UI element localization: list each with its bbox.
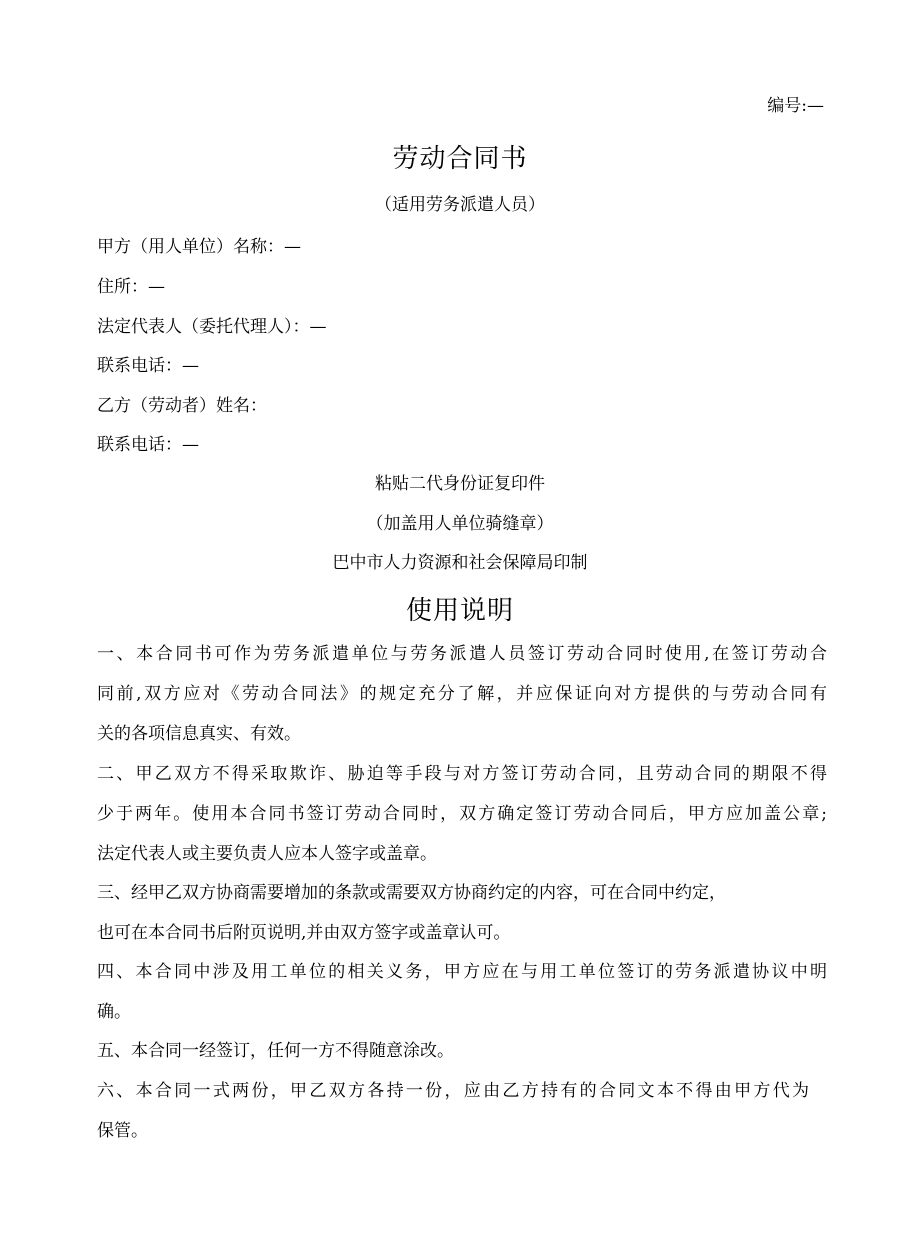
usage-line: 一、本合同书可作为劳务派遣单位与劳务派遣人员签订劳动合同时使用,在签订劳动合 bbox=[97, 644, 827, 664]
usage-item-1 bbox=[97, 634, 827, 754]
issuer-line: 巴中市人力资源和社会保障局印制 bbox=[332, 553, 588, 573]
employee-name-field: 乙方（劳动者）姓名： bbox=[97, 396, 267, 416]
usage-line: 法定代表人或主要负责人应本人签字或盖章。 bbox=[97, 844, 437, 864]
usage-item-3 bbox=[97, 873, 827, 953]
address-field: 住所：— bbox=[97, 277, 165, 297]
usage-line: 确。 bbox=[97, 1002, 131, 1022]
usage-line: 四、本合同中涉及用工单位的相关义务，甲方应在与用工单位签订的劳务派遣协议中明 bbox=[97, 962, 827, 982]
usage-line: 关的各项信息真实、有效。 bbox=[97, 724, 301, 744]
usage-line: 六、本合同一式两份，甲乙双方各持一份，应由乙方持有的合同文本不得由甲方代为 bbox=[97, 1081, 809, 1101]
usage-item-6 bbox=[97, 1071, 827, 1151]
id-copy-note: 粘贴二代身份证复印件 bbox=[375, 474, 545, 494]
usage-line: 同前,双方应对《劳动合同法》的规定充分了解，并应保证向对方提供的与劳动合同有 bbox=[97, 684, 827, 704]
usage-line: 也可在本合同书后附页说明,并由双方签字或盖章认可。 bbox=[97, 923, 511, 943]
employer-phone-field: 联系电话：— bbox=[97, 356, 199, 376]
usage-item-2 bbox=[97, 754, 827, 874]
usage-line: 三、经甲乙双方协商需要增加的条款或需要双方协商约定的内容，可在合同中约定， bbox=[97, 883, 726, 903]
usage-line: 少于两年。使用本合同书签订劳动合同时，双方确定签订劳动合同后，甲方应加盖公章; bbox=[97, 804, 827, 824]
usage-title: 使用说明 bbox=[405, 596, 514, 626]
seal-note: （加盖用人单位骑缝章） bbox=[366, 514, 554, 534]
usage-line: 五、本合同一经签订，任何一方不得随意涂改。 bbox=[97, 1041, 454, 1061]
document-number: 编号:— bbox=[767, 96, 824, 116]
document-subtitle: （适用劳务派遣人员） bbox=[375, 195, 545, 215]
usage-item-5 bbox=[97, 1031, 827, 1071]
employee-phone-field: 联系电话：— bbox=[97, 435, 199, 455]
usage-line: 二、甲乙双方不得采取欺诈、胁迫等手段与对方签订劳动合同，且劳动合同的期限不得 bbox=[97, 764, 827, 784]
usage-item-4 bbox=[97, 952, 827, 1032]
legal-representative-field: 法定代表人（委托代理人）：— bbox=[97, 317, 327, 337]
document-title: 劳动合同书 bbox=[392, 144, 528, 174]
usage-line: 保管。 bbox=[97, 1121, 148, 1141]
employer-name-field: 甲方（用人单位）名称：— bbox=[97, 237, 301, 257]
